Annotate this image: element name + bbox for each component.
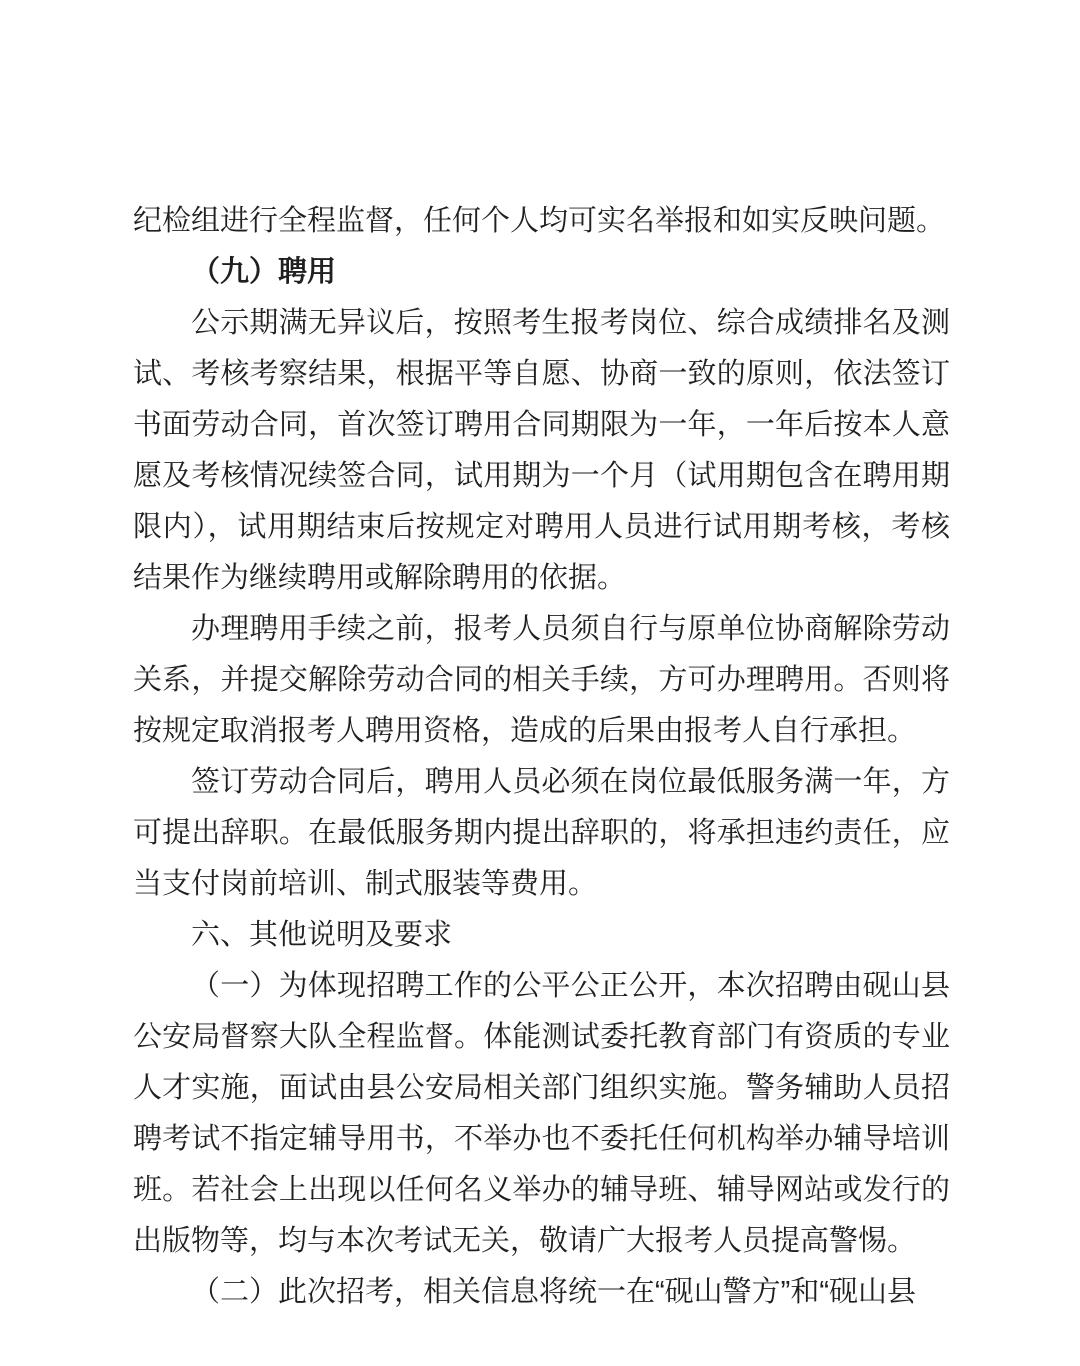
body-paragraph: 签订劳动合同后，聘用人员必须在岗位最低服务满一年，方可提出辞职。在最低服务期内提出辞职的，将承担违约责任，应当支付岗前培训、制式服装等费用。: [133, 766, 950, 900]
body-paragraph: 纪检组进行全程监督，任何个人均可实名举报和如实反映问题。: [133, 205, 946, 237]
section-heading: 六、其他说明及要求: [191, 919, 453, 951]
body-paragraph: 办理聘用手续之前，报考人员须自行与原单位协商解除劳动关系，并提交解除劳动合同的相关手续，方可办理聘用。否则将按规定取消报考人聘用资格，造成的后果由报考人自行承担。: [133, 613, 950, 747]
body-paragraph: 公示期满无异议后，按照考生报考岗位、综合成绩排名及测试、考核考察结果，根据平等自愿、协商一致的原则，依法签订书面劳动合同，首次签订聘用合同期限为一年，一年后按本人意愿及考核情况续签合同，试用期为一个月（试用期包含在聘用期限内），试用期结束后按规定对聘用人员进行试用期考核，考核结果作为继续聘用或解除聘用的依据。: [133, 307, 950, 594]
section-heading: （九）聘用: [191, 256, 337, 288]
paragraph-list: [133, 196, 950, 1318]
body-paragraph: （一）为体现招聘工作的公平公正公开，本次招聘由砚山县公安局督察大队全程监督。体能测试委托教育部门有资质的专业人才实施，面试由县公安局相关部门组织实施。警务辅助人员招聘考试不指定辅导用书，不举办也不委托任何机构举办辅导培训班。若社会上出现以任何名义举办的辅导班、辅导网站或发行的出版物等，均与本次考试无关，敬请广大报考人员提高警惕。: [133, 970, 950, 1257]
body-paragraph: （二）此次招考，相关信息将统一在“砚山警方”和“砚山县: [191, 1276, 916, 1308]
